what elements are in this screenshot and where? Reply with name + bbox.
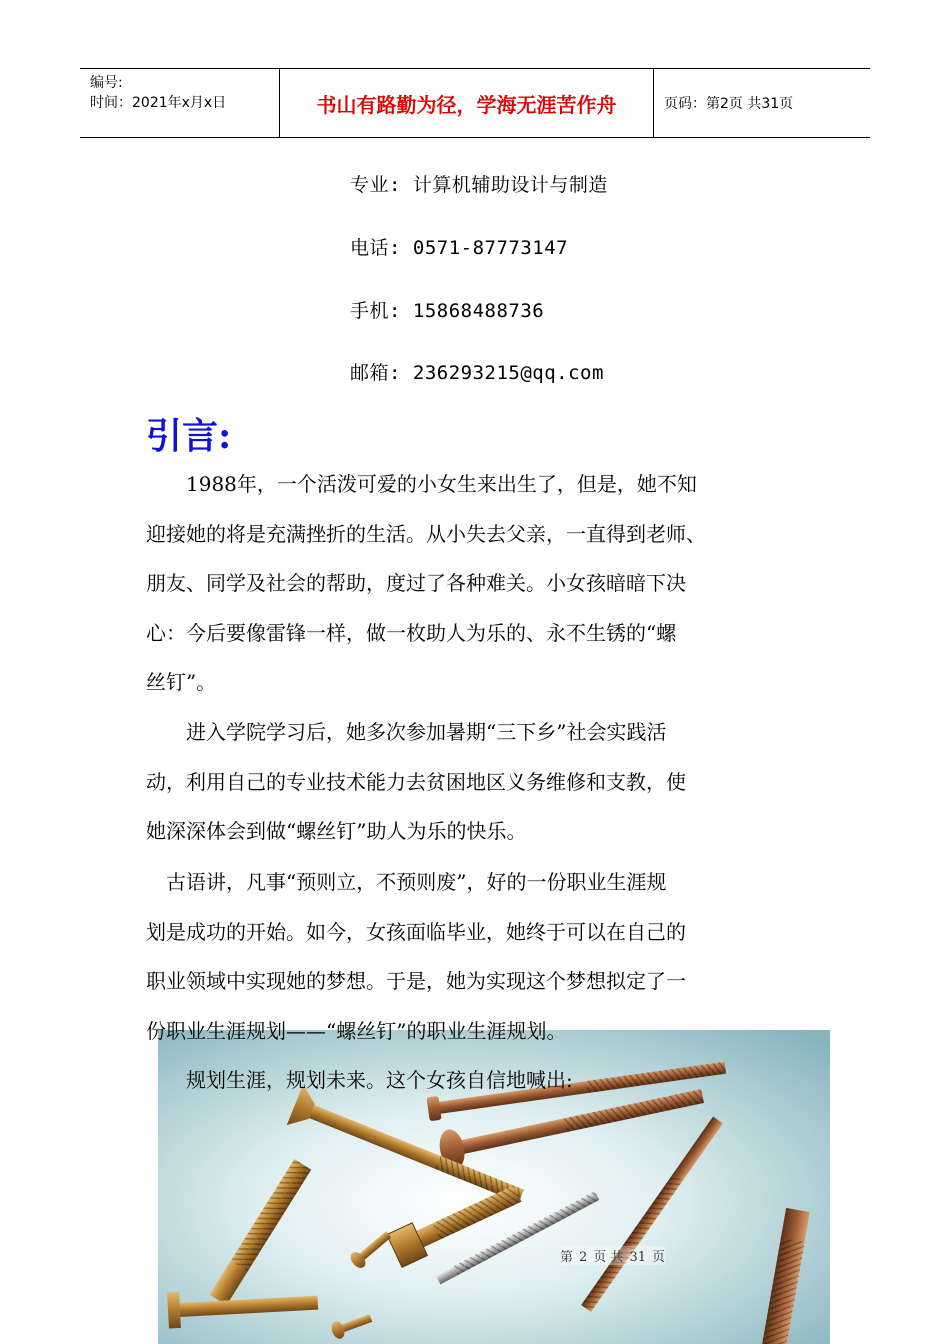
header-page-info: 页码：第2页 共31页	[664, 96, 794, 112]
paragraph-line: 动，利用自己的专业技术能力去贫困地区义务维修和支教，使	[146, 769, 686, 794]
info-phone: 电话: 0571-87773147	[350, 237, 569, 259]
paragraph-line: 进入学院学习后，她多次参加暑期“三下乡”社会实践活	[146, 720, 667, 744]
info-mobile: 手机: 15868488736	[350, 300, 545, 322]
info-email: 邮箱: 236293215@qq.com	[350, 362, 604, 384]
footer-total-pages: 31	[629, 1250, 646, 1265]
intro-paragraph-4	[146, 1056, 826, 1106]
footer-page-suffix: 页	[651, 1250, 665, 1265]
document-number-label: 编号:	[90, 75, 123, 91]
paragraph-line: 她深深体会到做“螺丝钉”助人为乐的快乐。	[146, 819, 527, 843]
paragraph-line: 丝钉”。	[146, 670, 217, 694]
footer-page-mid: 页 共	[593, 1250, 624, 1265]
header-meta	[80, 69, 280, 137]
page-header	[80, 68, 870, 138]
paragraph-line: 规划生涯，规划未来。这个女孩自信地喊出:	[146, 1068, 573, 1092]
paragraph-line: 份职业生涯规划——“螺丝钉”的职业生涯规划。	[146, 1018, 567, 1043]
footer-page-number	[560, 1246, 665, 1265]
intro-paragraph-1	[146, 460, 826, 708]
header-motto: 书山有路勤为径，学海无涯苦作舟	[280, 69, 654, 137]
paragraph-line: 职业领域中实现她的梦想。于是，她为实现这个梦想拟定了一	[146, 969, 686, 993]
info-major: 专业: 计算机辅助设计与制造	[350, 174, 608, 196]
paragraph-line: 划是成功的开始。如今，女孩面临毕业，她终于可以在自己的	[146, 919, 686, 944]
paragraph-line: 朋友、同学及社会的帮助，度过了各种难关。小女孩暗暗下决	[146, 571, 686, 595]
footer-page-prefix: 第	[560, 1250, 574, 1265]
paragraph-line: 心：今后要像雷锋一样，做一枚助人为乐的、永不生锈的“螺	[146, 620, 677, 645]
intro-paragraph-3	[146, 858, 826, 1056]
paragraph-line: 迎接她的将是充满挫折的生活。从小失去父亲，一直得到老师、	[146, 521, 706, 546]
intro-paragraph-2	[146, 708, 826, 857]
intro-heading: 引言:	[146, 415, 232, 457]
paragraph-line: 古语讲，凡事“预则立，不预则废”，好的一份职业生涯规	[146, 870, 667, 894]
footer-current-page: 2	[579, 1250, 588, 1265]
paragraph-line: 1988年，一个活泼可爱的小女生来出生了，但是，她不知	[146, 472, 697, 496]
document-time: 时间：2021年x月x日	[90, 95, 227, 111]
